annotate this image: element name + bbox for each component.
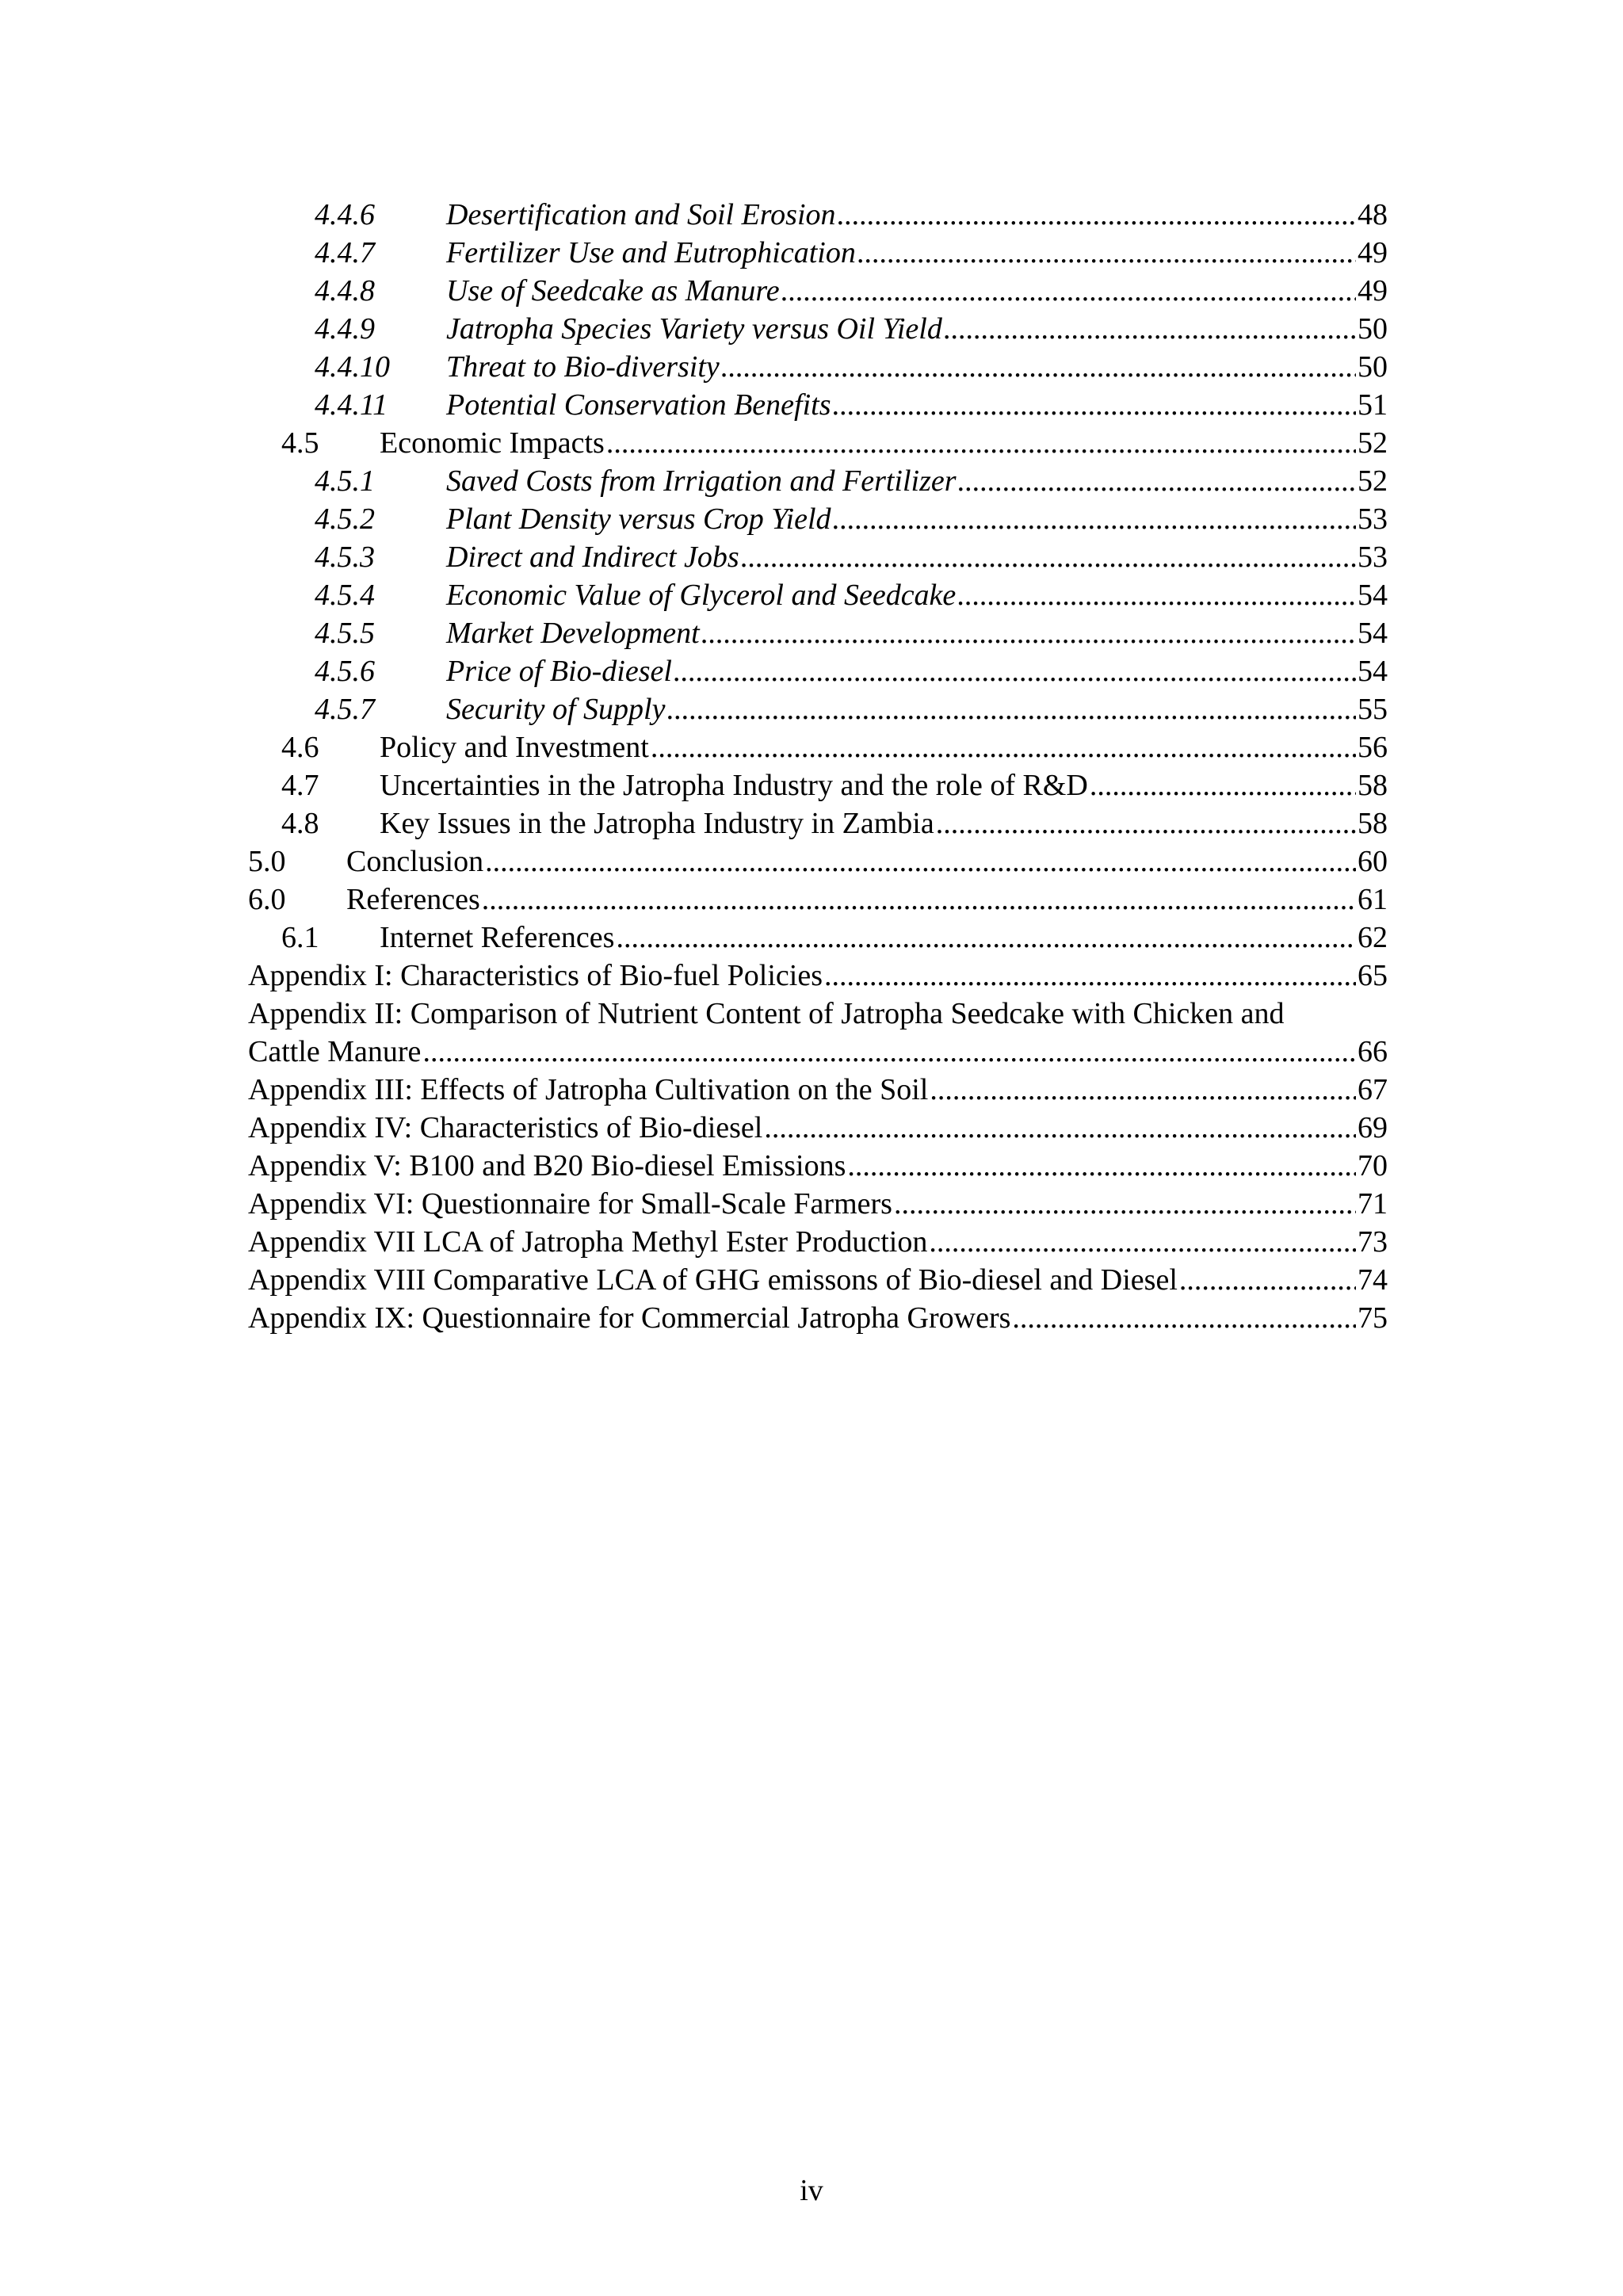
toc-entry-title: Potential Conservation Benefits [446, 388, 831, 422]
toc-entry[interactable] [248, 500, 1388, 538]
toc-entry[interactable] [248, 690, 1388, 728]
toc-entry[interactable] [248, 348, 1388, 386]
toc-entry-page: 50 [1358, 350, 1388, 384]
toc-entry[interactable] [248, 957, 1388, 995]
toc-entry-title: Threat to Bio-diversity [446, 350, 720, 384]
dot-leader [833, 500, 1356, 538]
dot-leader [847, 1147, 1356, 1185]
dot-leader [824, 957, 1356, 995]
toc-entry-title: Appendix VI: Questionnaire for Small-Scale Farmers [248, 1187, 892, 1221]
dot-leader [894, 1185, 1356, 1223]
toc-entry-title: Price of Bio-diesel [446, 655, 672, 688]
toc-entry-title: Appendix V: B100 and B20 Bio-diesel Emissions [248, 1149, 846, 1182]
dot-leader [616, 919, 1356, 957]
dot-leader [651, 728, 1356, 766]
toc-entry-title: Appendix VIII Comparative LCA of GHG emissons of Bio-diesel and Diesel [248, 1263, 1178, 1297]
toc-entry-title: Fertilizer Use and Eutrophication [446, 236, 856, 269]
toc-entry-page: 55 [1358, 693, 1388, 726]
toc-entry-page: 66 [1358, 1035, 1388, 1068]
toc-entry-number: 4.4.7 [315, 236, 375, 269]
toc-entry-page: 51 [1358, 388, 1388, 422]
toc-entry[interactable] [248, 462, 1388, 500]
toc-entry-title: Conclusion [346, 845, 484, 878]
toc-entry[interactable] [248, 842, 1388, 881]
toc-entry-title: References [346, 883, 480, 916]
toc-entry[interactable] [248, 652, 1388, 690]
toc-entry[interactable] [248, 728, 1388, 766]
toc-entry-title: Security of Supply [446, 693, 666, 726]
toc-entry-page: 58 [1358, 769, 1388, 802]
toc-entry[interactable] [248, 1147, 1388, 1185]
toc-entry-number: 4.4.9 [315, 312, 375, 346]
toc-entry-title: Desertification and Soil Erosion [446, 198, 836, 231]
toc-entry-number: 4.5.5 [315, 617, 375, 650]
toc-entry-page: 75 [1358, 1301, 1388, 1335]
dot-leader [1012, 1299, 1356, 1337]
dot-leader [832, 386, 1356, 424]
toc-entry-number: 4.5.1 [315, 464, 375, 498]
table-of-contents [248, 196, 1388, 1337]
toc-entry-page: 56 [1358, 731, 1388, 764]
toc-entry-title-line-1: Appendix II: Comparison of Nutrient Content of Jatropha Seedcake with Chicken and [248, 997, 1285, 1030]
toc-entry-title: Plant Density versus Crop Yield [446, 502, 831, 536]
toc-entry-number: 4.8 [281, 807, 319, 840]
toc-entry-title: Internet References [380, 921, 615, 954]
toc-entry-title: Appendix III: Effects of Jatropha Cultivation on the Soil [248, 1073, 929, 1106]
dot-leader [944, 310, 1356, 348]
toc-entry-title: Cattle Manure [248, 1035, 422, 1068]
toc-entry[interactable] [248, 614, 1388, 652]
toc-entry-title: Use of Seedcake as Manure [446, 274, 780, 308]
dot-leader [485, 842, 1356, 881]
toc-entry-page: 58 [1358, 807, 1388, 840]
toc-entry[interactable] [248, 881, 1388, 919]
toc-entry[interactable] [248, 310, 1388, 348]
toc-entry-page: 69 [1358, 1111, 1388, 1144]
toc-entry-title: Uncertainties in the Jatropha Industry and the role of R&D [380, 769, 1088, 802]
toc-entry-page: 67 [1358, 1073, 1388, 1106]
toc-entry-number: 4.5 [281, 426, 319, 460]
toc-entry-page: 49 [1358, 236, 1388, 269]
toc-entry[interactable] [248, 538, 1388, 576]
toc-entry-title: Economic Impacts [380, 426, 605, 460]
dot-leader [781, 272, 1356, 310]
toc-entry-title: Key Issues in the Jatropha Industry in Zambia [380, 807, 934, 840]
dot-leader [857, 234, 1356, 272]
toc-entry-number: 4.5.7 [315, 693, 375, 726]
dot-leader [721, 348, 1356, 386]
toc-entry-page: 74 [1358, 1263, 1388, 1297]
toc-entry-page: 50 [1358, 312, 1388, 346]
toc-entry-number: 4.4.8 [315, 274, 375, 308]
dot-leader [936, 804, 1356, 842]
toc-entry-page: 54 [1358, 617, 1388, 650]
toc-entry-title: Saved Costs from Irrigation and Fertilizer [446, 464, 957, 498]
toc-entry[interactable] [248, 1261, 1388, 1299]
toc-entry-number: 4.4.11 [315, 388, 388, 422]
toc-entry[interactable] [248, 804, 1388, 842]
dot-leader [606, 424, 1356, 462]
toc-entry-line-1[interactable] [248, 995, 1388, 1033]
dot-leader [929, 1223, 1356, 1261]
toc-entry-page: 54 [1358, 655, 1388, 688]
toc-entry-page: 65 [1358, 959, 1388, 992]
toc-entry-page: 52 [1358, 464, 1388, 498]
toc-entry-page: 48 [1358, 198, 1388, 231]
toc-entry[interactable] [248, 1109, 1388, 1147]
toc-entry-number: 4.6 [281, 731, 319, 764]
toc-entry-page: 60 [1358, 845, 1388, 878]
toc-entry[interactable] [248, 576, 1388, 614]
toc-entry[interactable] [248, 1071, 1388, 1109]
toc-entry-page: 61 [1358, 883, 1388, 916]
dot-leader [838, 196, 1356, 234]
toc-entry-title: Appendix I: Characteristics of Bio-fuel Policies [248, 959, 823, 992]
toc-entry-page: 53 [1358, 541, 1388, 574]
dot-leader [674, 652, 1356, 690]
toc-entry-page: 71 [1358, 1187, 1388, 1221]
toc-entry-page: 52 [1358, 426, 1388, 460]
toc-entry-page: 73 [1358, 1225, 1388, 1259]
toc-entry-title: Appendix IX: Questionnaire for Commercial Jatropha Growers [248, 1301, 1011, 1335]
toc-entry-title: Market Development [446, 617, 700, 650]
dot-leader [930, 1071, 1356, 1109]
page-number: iv [800, 2174, 823, 2207]
dot-leader [1090, 766, 1356, 804]
toc-entry-title: Appendix IV: Characteristics of Bio-diesel [248, 1111, 763, 1144]
toc-entry-number: 6.1 [281, 921, 319, 954]
dot-leader [482, 881, 1356, 919]
toc-entry-page: 54 [1358, 579, 1388, 612]
toc-entry[interactable] [248, 272, 1388, 310]
dot-leader [958, 462, 1356, 500]
dot-leader [1179, 1261, 1356, 1299]
toc-entry-title: Appendix VII LCA of Jatropha Methyl Ester Production [248, 1225, 928, 1259]
toc-entry-title: Jatropha Species Variety versus Oil Yield [446, 312, 942, 346]
toc-entry-page: 62 [1358, 921, 1388, 954]
toc-entry[interactable] [248, 1299, 1388, 1337]
toc-entry-number: 4.4.10 [315, 350, 390, 384]
dot-leader [701, 614, 1356, 652]
toc-entry-title: Direct and Indirect Jobs [446, 541, 739, 574]
toc-entry[interactable] [248, 234, 1388, 272]
toc-entry[interactable] [248, 196, 1388, 234]
toc-entry[interactable] [248, 766, 1388, 804]
toc-entry-number: 4.5.4 [315, 579, 375, 612]
toc-entry[interactable] [248, 1223, 1388, 1261]
toc-entry-page: 53 [1358, 502, 1388, 536]
toc-entry-number: 4.5.3 [315, 541, 375, 574]
toc-entry[interactable] [248, 1185, 1388, 1223]
toc-entry-page: 49 [1358, 274, 1388, 308]
dot-leader [764, 1109, 1356, 1147]
toc-entry-number: 4.4.6 [315, 198, 375, 231]
dot-leader [741, 538, 1356, 576]
toc-entry-title: Policy and Investment [380, 731, 649, 764]
toc-entry-number: 4.5.2 [315, 502, 375, 536]
toc-entry-number: 4.7 [281, 769, 319, 802]
dot-leader [666, 690, 1356, 728]
toc-entry-number: 5.0 [248, 845, 286, 878]
toc-entry-number: 6.0 [248, 883, 286, 916]
toc-entry-number: 4.5.6 [315, 655, 375, 688]
toc-entry[interactable] [248, 386, 1388, 424]
toc-entry-page: 70 [1358, 1149, 1388, 1182]
dot-leader [422, 1033, 1356, 1071]
toc-entry[interactable] [248, 919, 1388, 957]
toc-entry[interactable] [248, 1033, 1388, 1071]
toc-entry[interactable] [248, 424, 1388, 462]
dot-leader [957, 576, 1356, 614]
toc-entry-title: Economic Value of Glycerol and Seedcake [446, 579, 957, 612]
